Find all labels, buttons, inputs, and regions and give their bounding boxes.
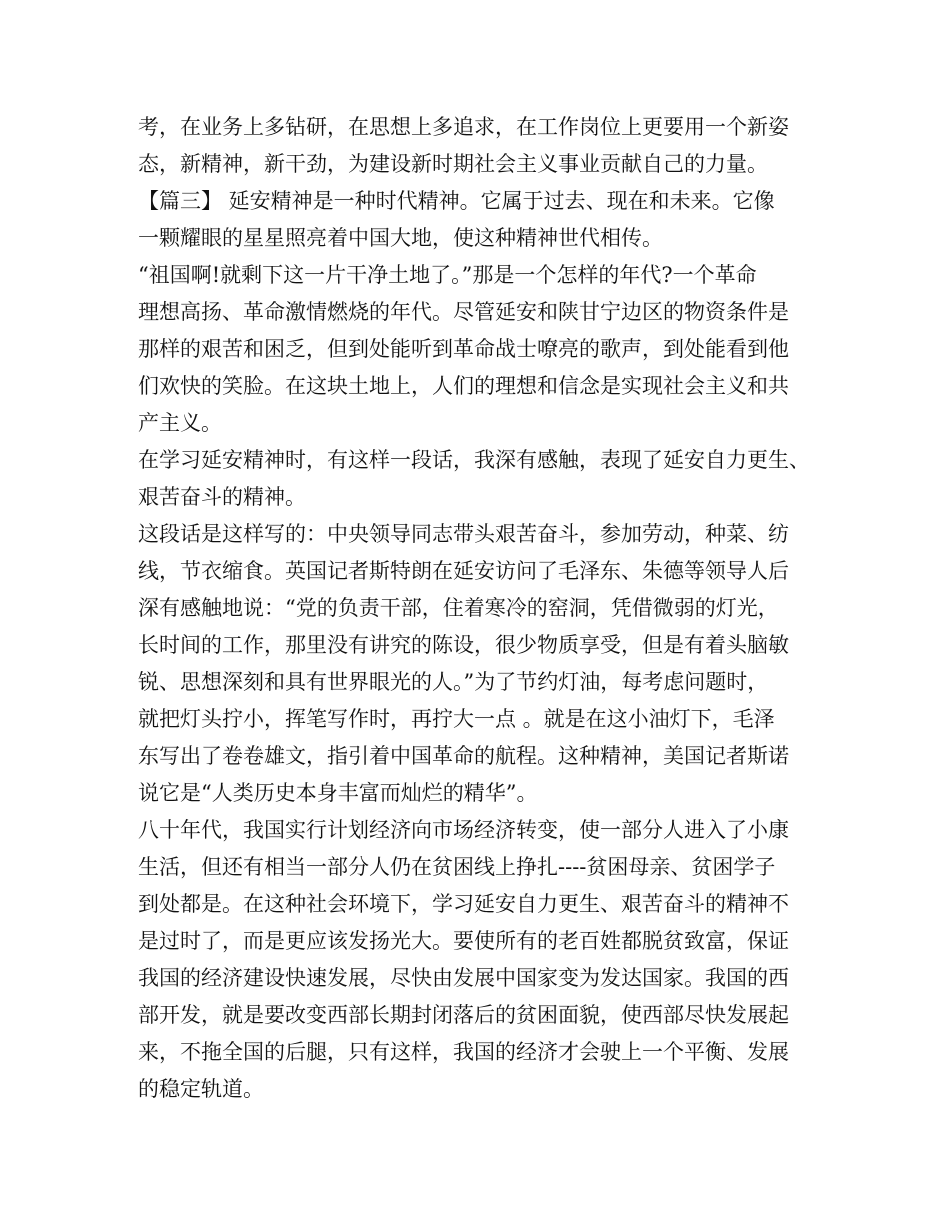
text-line-27: 的稳定轨道。 <box>138 1077 264 1101</box>
text-line-14: 深有感触地说：“党的负责干部，住着寒冷的窑洞，凭借微弱的灯光， <box>138 596 779 620</box>
text-line-2: 态，新精神，新干劲，为建设新时期社会主义事业贡献自己的力量。 <box>138 152 768 176</box>
text-line-10: 在学习延安精神时，有这样一段话，我深有感触，表现了延安自力更生、 <box>138 448 810 472</box>
text-line-17: 就把灯头拧小，挥笔写作时，再拧大一点 。就是在这小油灯下，毛泽 <box>138 707 775 731</box>
text-line-15: 长时间的工作，那里没有讲究的陈设，很少物质享受，但是有着头脑敏 <box>138 633 789 657</box>
text-line-25: 部开发，就是要改变西部长期封闭落后的贫困面貌，使西部尽快发展起 <box>138 1003 789 1027</box>
text-line-8: 们欢快的笑脸。在这块土地上，人们的理想和信念是实现社会主义和共 <box>138 374 789 398</box>
text-line-20: 八十年代，我国实行计划经济向市场经济转变，使一部分人进入了小康 <box>138 818 789 842</box>
text-line-7: 那样的艰苦和困乏，但到处能听到革命战士嘹亮的歌声，到处能看到他 <box>138 337 789 361</box>
text-line-16: 锐、思想深刻和具有世界眼光的人。”为了节约灯油，每考虑问题时， <box>138 670 769 694</box>
document-body <box>138 109 828 1108</box>
text-line-26: 来，不拖全国的后腿，只有这样，我国的经济才会驶上一个平衡、发展 <box>138 1040 789 1064</box>
text-line-18: 东写出了卷卷雄文，指引着中国革命的航程。这种精神，美国记者斯诺 <box>138 744 789 768</box>
text-line-4: 一颗耀眼的星星照亮着中国大地，使这种精神世代相传。 <box>138 226 663 250</box>
text-line-9: 产主义。 <box>138 411 222 435</box>
text-line-21: 生活，但还有相当一部分人仍在贫困线上挣扎----贫困母亲、贫困学子 <box>138 855 776 879</box>
text-line-6: 理想高扬、革命激情燃烧的年代。尽管延安和陕甘宁边区的物资条件是 <box>138 300 789 324</box>
text-line-23: 是过时了，而是更应该发扬光大。要使所有的老百姓都脱贫致富，保证 <box>138 929 789 953</box>
text-line-13: 线，节衣缩食。英国记者斯特朗在延安访问了毛泽东、朱德等领导人后 <box>138 559 789 583</box>
text-line-5: “祖国啊!就剩下这一片干净土地了。”那是一个怎样的年代?一个革命 <box>138 263 757 287</box>
text-line-12: 这段话是这样写的：中央领导同志带头艰苦奋斗，参加劳动，种菜、纺 <box>138 522 789 546</box>
text-line-11: 艰苦奋斗的精神。 <box>138 485 306 509</box>
text-line-22: 到处都是。在这种社会环境下，学习延安自力更生、艰苦奋斗的精神不 <box>138 892 789 916</box>
text-line-19: 说它是“人类历史本身丰富而灿烂的精华”。 <box>138 781 538 805</box>
text-line-1: 考，在业务上多钻研，在思想上多追求，在工作岗位上更要用一个新姿 <box>138 115 789 139</box>
text-line-24: 我国的经济建设快速发展，尽快由发展中国家变为发达国家。我国的西 <box>138 966 789 990</box>
text-line-3: 【篇三】 延安精神是一种时代精神。它属于过去、现在和未来。它像 <box>138 189 775 213</box>
